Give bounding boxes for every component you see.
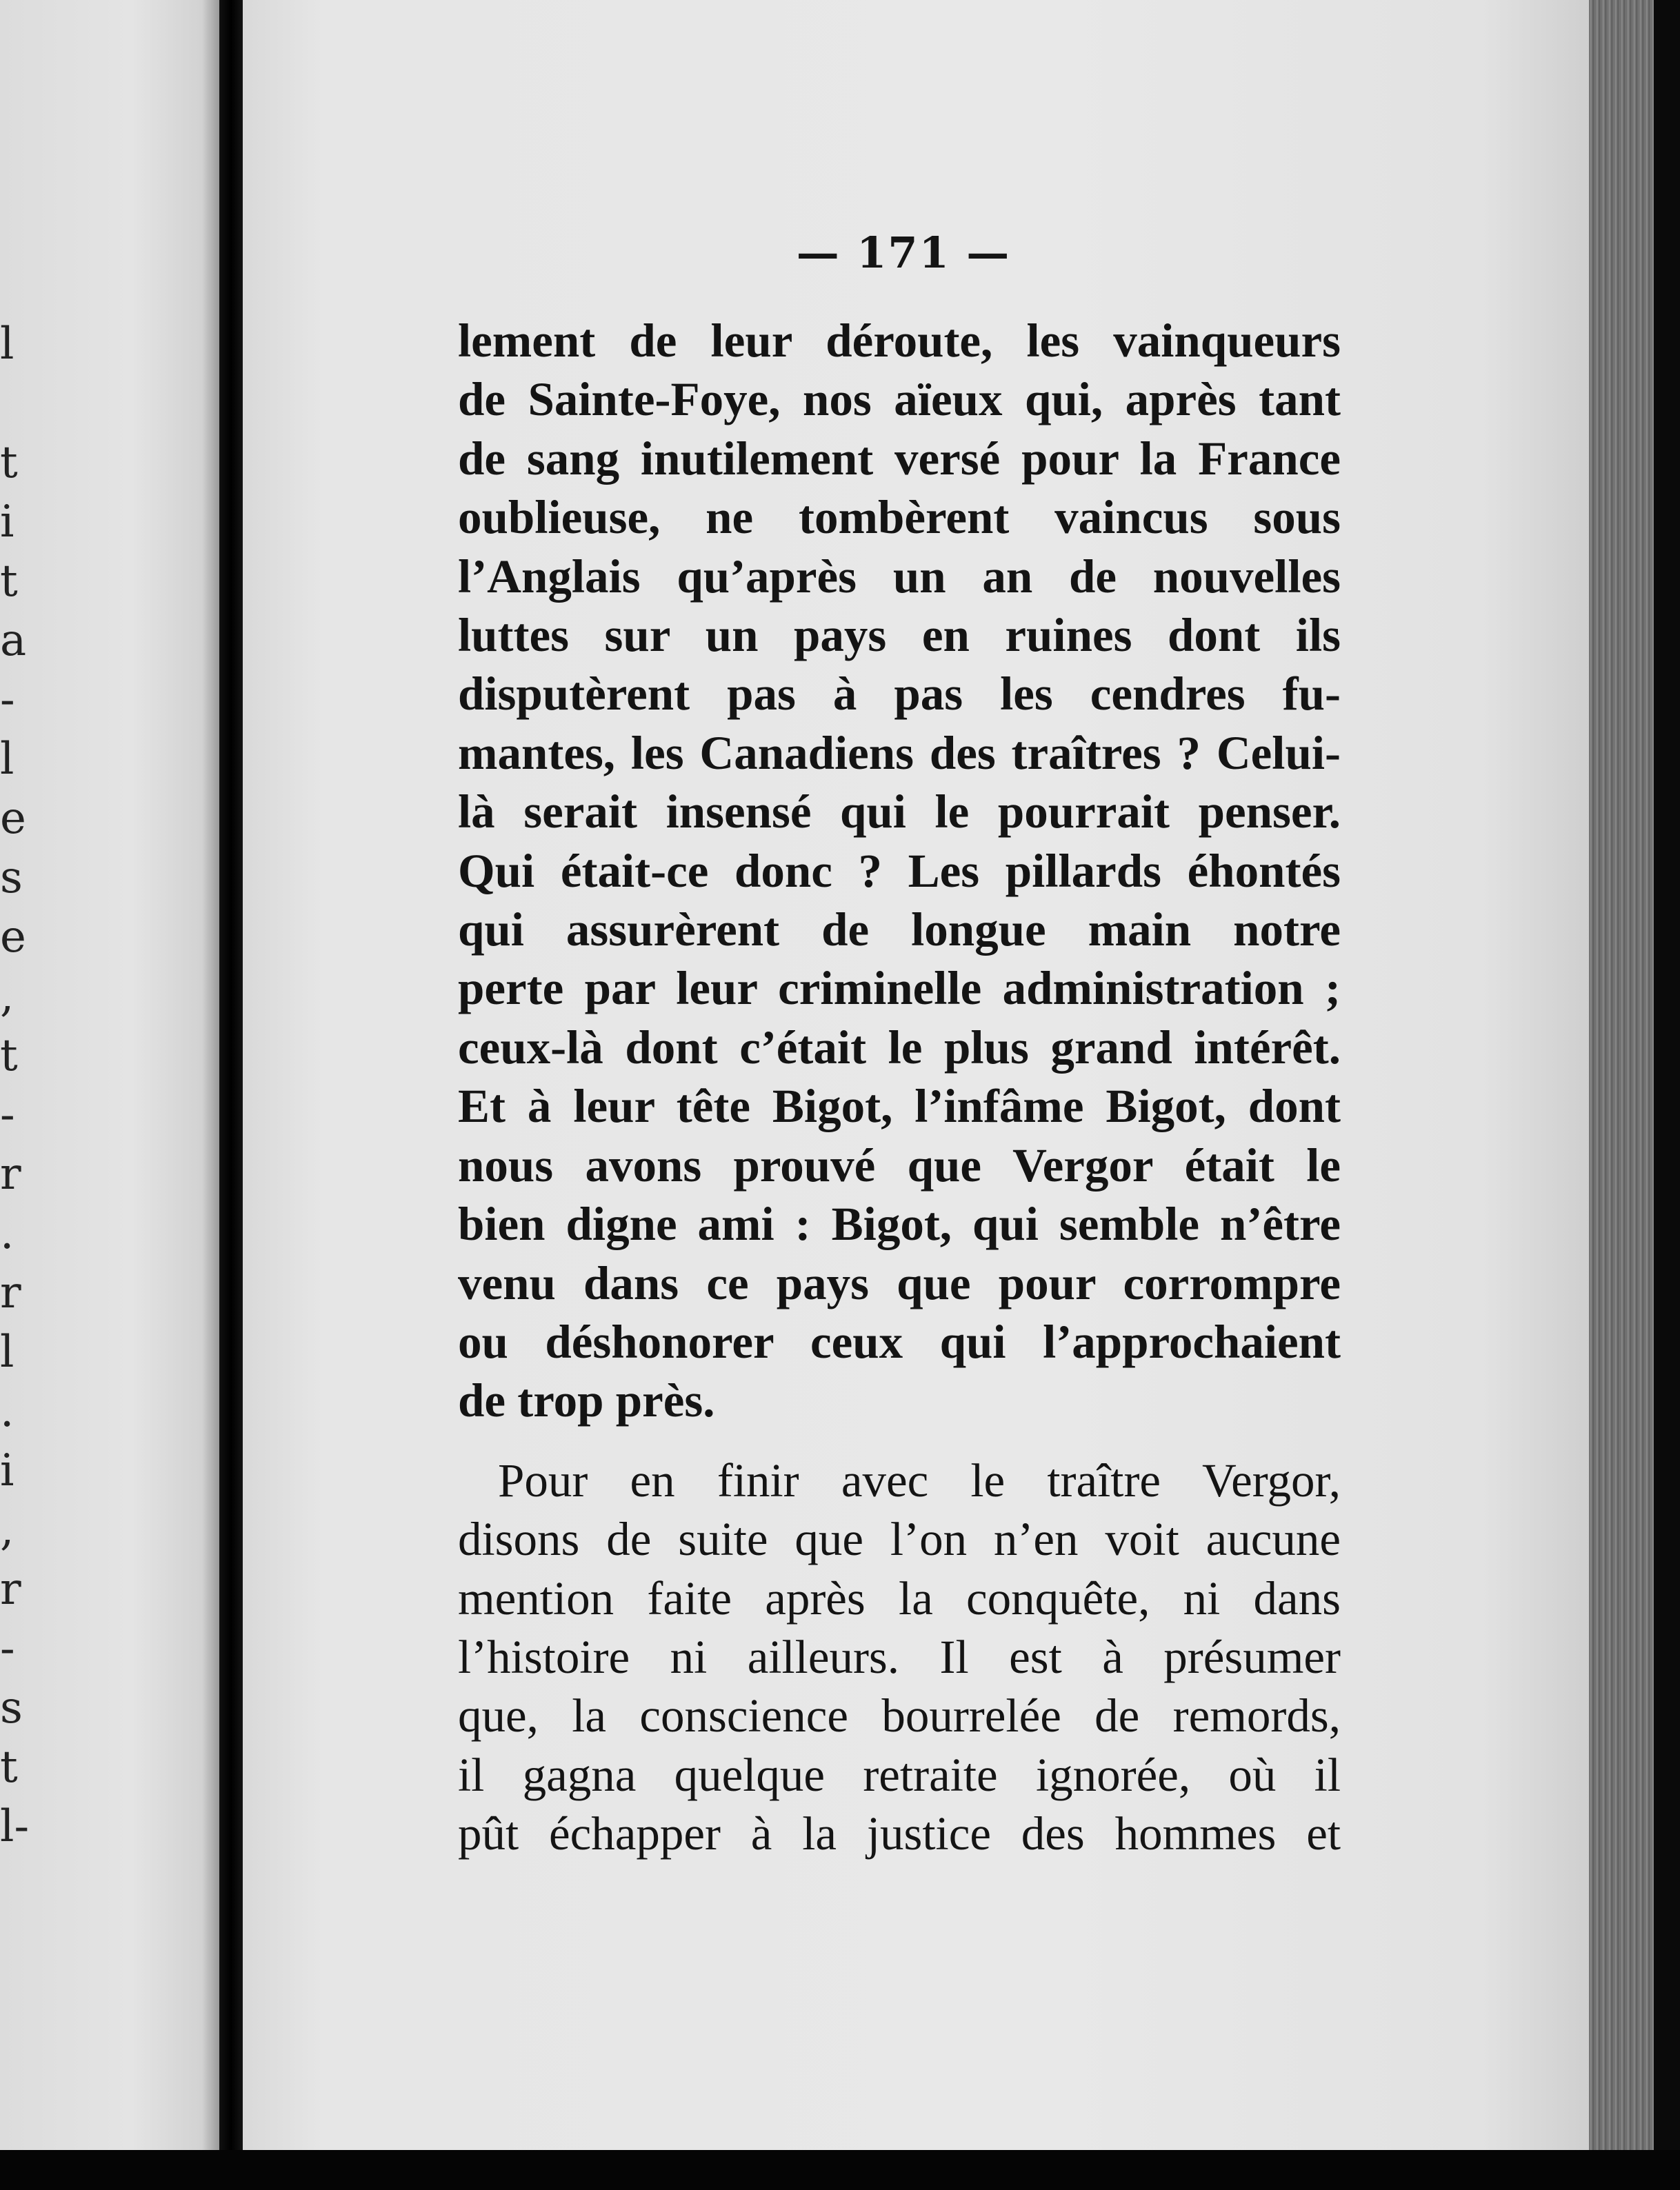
left-page-char: r <box>0 1267 21 1318</box>
left-page-char: - <box>0 674 15 725</box>
paragraph-1 <box>458 312 1341 1431</box>
left-page-char: e <box>0 912 26 963</box>
text-line: de trop près. <box>458 1374 715 1427</box>
left-page-cut-text <box>0 314 28 1856</box>
left-page-char: l <box>0 319 14 370</box>
left-page-char: r <box>0 1564 21 1615</box>
left-page-char: , <box>0 971 14 1022</box>
left-page-char: t <box>0 556 18 607</box>
text-line: mention faite après la conquête, ni dans <box>458 1571 1341 1625</box>
left-page-char: t <box>0 437 18 488</box>
text-line: mantes, les Canadiens des traîtres ? Celui- <box>458 726 1341 779</box>
left-page-char: s <box>0 852 23 903</box>
text-line: ceux-là dont c’était le plus grand intérêt. <box>458 1021 1341 1074</box>
page-body-text <box>458 312 1341 1864</box>
page-number: — 171 — <box>796 228 1011 278</box>
text-line: l’Anglais qu’après un an de nouvelles <box>458 550 1341 603</box>
text-line: Et à leur tête Bigot, l’infâme Bigot, dont <box>458 1080 1341 1133</box>
left-page-char: i <box>0 1445 14 1496</box>
left-facing-page <box>0 0 219 2150</box>
text-line: perte par leur criminelle administration ; <box>458 962 1341 1015</box>
left-page-char: i <box>0 496 14 548</box>
text-line: bien digne ami : Bigot, qui semble n’être <box>458 1198 1341 1251</box>
text-line: de sang inutilement versé pour la France <box>458 432 1341 485</box>
left-page-char: l <box>0 1327 14 1378</box>
text-line: de Sainte-Foye, nos aïeux qui, après tant <box>458 373 1341 426</box>
left-page-char: r <box>0 1149 21 1200</box>
text-line: nous avons prouvé que Vergor était le <box>458 1138 1341 1192</box>
text-line: il gagna quelque retraite ignorée, où il <box>458 1748 1341 1801</box>
text-line: Pour en finir avec le traître Vergor, <box>498 1454 1341 1507</box>
left-page-char: - <box>0 1089 15 1141</box>
text-line: disputèrent pas à pas les cendres fu- <box>458 667 1341 721</box>
scan-border-right <box>1654 0 1680 2190</box>
text-line: disons de suite que l’on n’en voit aucune <box>458 1513 1341 1566</box>
left-page-char: l- <box>0 1801 30 1852</box>
text-line: l’histoire ni ailleurs. Il est à présumer <box>458 1630 1341 1683</box>
left-page-char: e <box>0 793 26 844</box>
left-page-char: s <box>0 1682 23 1734</box>
left-page-char: t <box>0 1030 18 1081</box>
left-page-char: . <box>0 1386 14 1437</box>
left-page-char: t <box>0 1742 18 1793</box>
left-page-char: , <box>0 1505 14 1556</box>
left-page-char: - <box>0 1623 15 1674</box>
left-page-char <box>0 374 28 433</box>
text-line: venu dans ce pays que pour corrompre <box>458 1256 1341 1309</box>
text-line: luttes sur un pays en ruines dont ils <box>458 609 1341 662</box>
text-line: Qui était-ce donc ? Les pillards éhontés <box>458 844 1341 897</box>
page-stack-edge <box>1589 0 1654 2151</box>
book-gutter <box>219 0 243 2190</box>
text-line: ou déshonorer ceux qui l’approchaient <box>458 1315 1341 1368</box>
paragraph-2 <box>458 1451 1341 1864</box>
text-line: pût échapper à la justice des hommes et <box>458 1807 1341 1860</box>
text-line: lement de leur déroute, les vainqueurs <box>458 314 1341 367</box>
scan-border-bottom <box>0 2150 1680 2190</box>
text-line: qui assurèrent de longue main notre <box>458 903 1341 956</box>
left-page-char: . <box>0 1208 14 1259</box>
text-line: là serait insensé qui le pourrait penser. <box>458 785 1341 838</box>
text-line: que, la conscience bourrelée de remords, <box>458 1689 1341 1742</box>
left-page-char: l <box>0 734 14 785</box>
left-page-char: a <box>0 615 27 666</box>
text-line: oublieuse, ne tombèrent vaincus sous <box>458 491 1341 544</box>
